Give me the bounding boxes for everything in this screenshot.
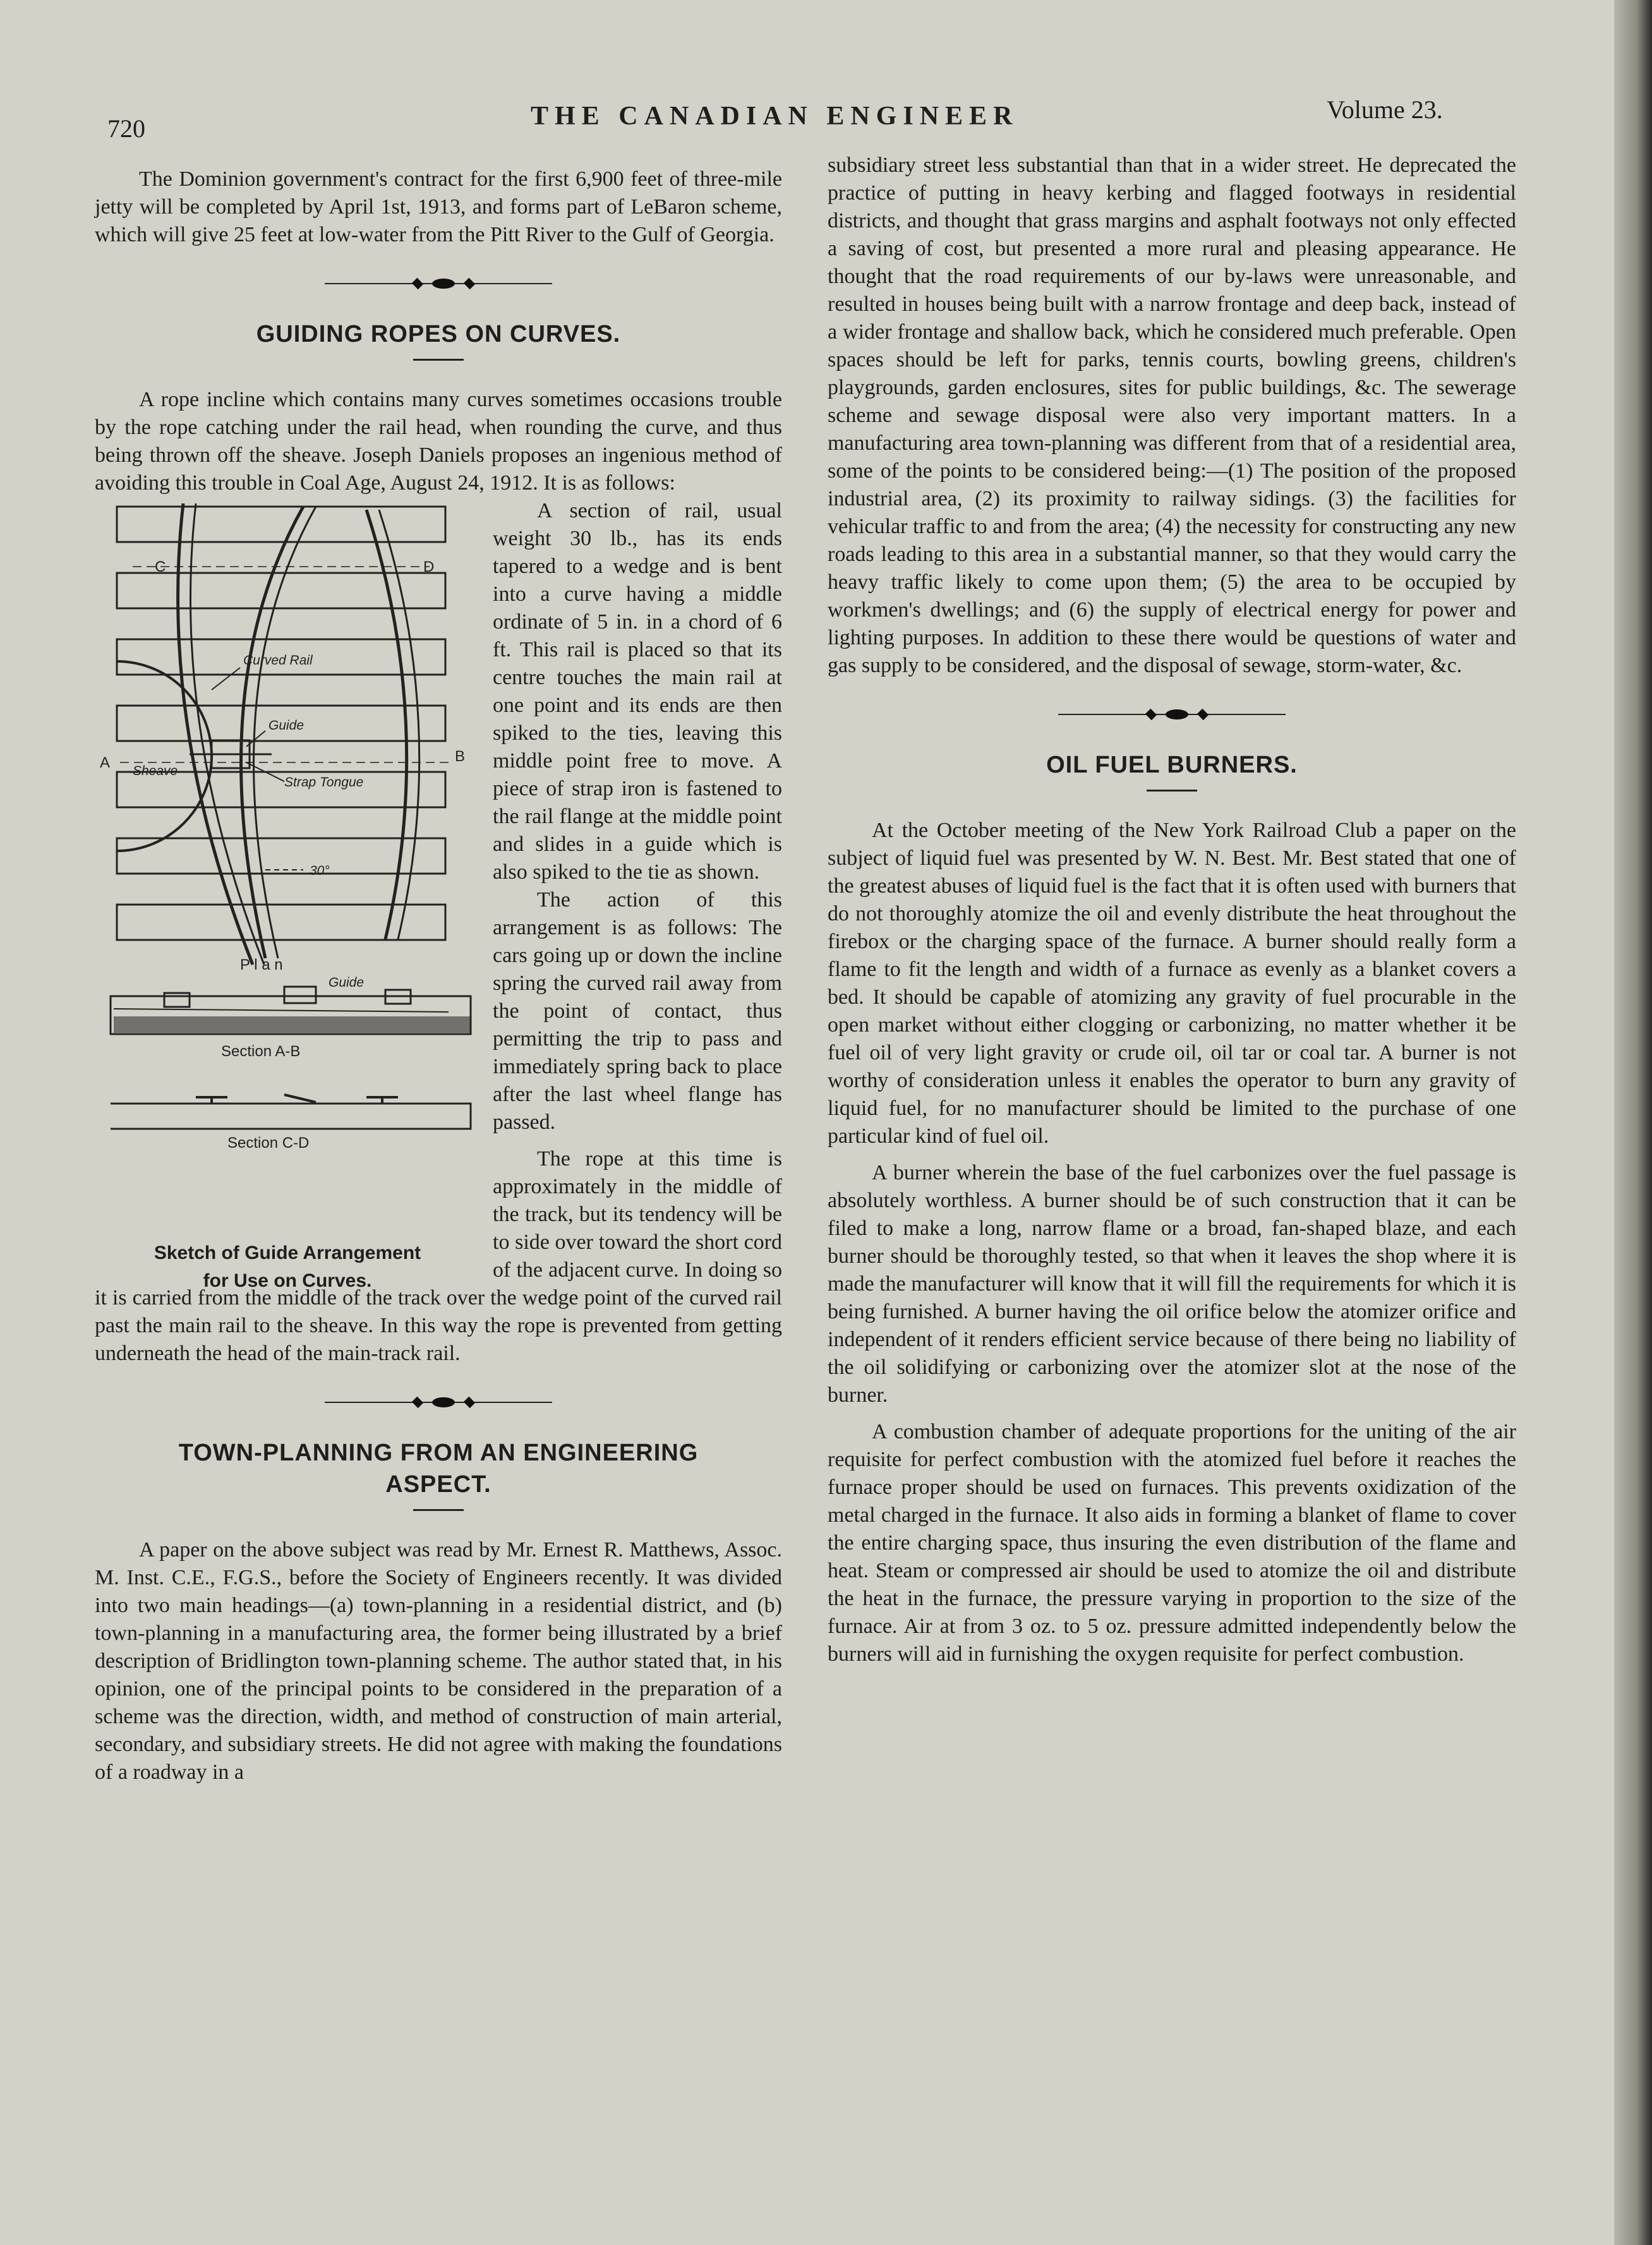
article-title-town-planning [95,1437,782,1500]
guide-arrangement-sketch [95,497,480,1236]
strap-tongue-label: Strap Tongue [284,775,364,790]
oil-fuel-paragraph-3: A combustion chamber of adequate proportions for the uniting of the air requisite for perfect combustion with the atomized fuel before it reaches the furnace proper should be used on furnaces. This prevents oxidization of the metal charged in the furnace. It also aids in forming a blanket of flame to cover the entire charging space, thus insuring the even distribution of the flame and heat. Steam or compressed air should be used to atomize the oil and distribute the heat in the furnace, the pressure varying in proportion to the size of the furnace. Air at from 3 oz. to 5 oz. pressure admitted independently below the burners will aid in furnishing the oxygen requisite for perfect combustion. [828,1420,1516,1666]
article-title-guiding-ropes: GUIDING ROPES ON CURVES. [256,321,621,347]
jetty-paragraph: The Dominion government's contract for the first 6,900 feet of three-mile jetty will be completed by April 1st, 1913, and forms part of LeBaron scheme, which will give 25 feet at low-water from the Pitt River to the Gulf of Georgia. [95,167,782,246]
page-number: 720 [107,114,145,143]
running-head [95,95,1485,145]
figure-caption-line-2: for Use on Curves. [203,1270,372,1291]
sheave-label: Sheave [133,764,178,778]
right-column [828,152,1516,1668]
volume-label: Volume 23. [1327,95,1443,124]
town-planning-title-line-1: TOWN-PLANNING FROM AN ENGINEERING [178,1440,699,1466]
binding-gutter [1614,0,1652,2245]
section-ornament [325,274,552,293]
curved-rail-label: Curved Rail [243,653,313,668]
angle-label: 30° [310,864,330,878]
guiding-ropes-rope: The rope at this time is approximately in the middle of the track, but its tendency will be to side over toward the short cord of the adjacent curve. In doing so it is carried from the middle of the track over the wedge point of the curved rail past the main rail to the sheave. In this way the rope is prevented from getting underneath the head of the main-track rail. [95,1147,782,1365]
section-ab-label: Section A-B [221,1043,301,1060]
guiding-ropes-action: The action of this arrangement is as follows: The cars going up or down the incline spring the curved rail away from the point of contact, thus permitting the trip to pass and immediately spring back to place after the last wheel flange has passed. [493,888,782,1134]
section-ornament [325,1393,552,1412]
point-c-label: C [155,558,166,575]
article-title-oil-fuel: OIL FUEL BURNERS. [1046,752,1298,778]
title-rule [413,1509,464,1511]
section-ornament [1058,705,1286,724]
title-rule [1147,790,1197,791]
journal-title: THE CANADIAN ENGINEER [531,102,1019,131]
town-planning-title-line-2: ASPECT. [385,1471,491,1498]
guide-label: Guide [268,718,304,733]
guiding-ropes-method: A section of rail, usual weight 30 lb., has its ends tapered to a wedge and is bent into a curve having a middle ordinate of 5 in. in a chord of 6 ft. This rail is placed so that its centre touches the main rail at one point and its ends are then spiked to the ties, leaving this middle point free to move. A piece of strap iron is fastened to the rail flange at the middle point and slides in a guide which is also spiked to the tie as shown. [493,499,782,884]
oil-fuel-paragraph-2: A burner wherein the base of the fuel carbonizes over the fuel passage is absolutely worthless. A burner should be of such construction that it can be filed to make a long, narrow flame or a broad, fan-shaped blaze, and each burner should be thoroughly tested, so that when it leaves the shop where it is made the manufacturer will know that it will fill the requirements for which it is being furnished. A burner having the oil orifice below the atomizer orifice and independent of it renders efficient service because of there being no liability of the oil solidifying or carbonizing over the atomizer slot at the nose of the burner. [828,1161,1516,1407]
section-cd-label: Section C-D [227,1135,310,1152]
town-planning-continuation: subsidiary street less substantial than that in a wider street. He deprecated the practice of putting in heavy kerbing and flagged footways in residential districts, and thought that grass margins and asphalt footways not only effected a saving of cost, but presented a more rural and pleasing appearance. He thought that the road requirements of our by-laws were unreasonable, and resulted in houses being built with a narrow frontage and deep back, instead of a wider frontage and shallow back, which he considered much preferable. Open spaces should be left for parks, tennis courts, bowling greens, children's playgrounds, garden enclosures, sites for public buildings, &c. The sewerage scheme and sewage disposal were also very important matters. In a manufacturing area town-planning was different from that of a residential area, some of the points to be considered being:—(1) The position of the proposed industrial area, (2) its proximity to railway sidings. (3) the facilities for vehicular traffic to and from the area; (4) the necessity for constructing any new roads leading to this area in a substantial manner, so that they would carry the heavy traffic likely to come upon them; (5) the area to be occupied by workmen's dwellings; and (6) the supply of electrical energy for power and lighting purposes. In addition to these there would be questions of water and gas supply to be considered, and the disposal of sewage, storm-water, &c. [828,153,1516,677]
title-rule [413,359,464,361]
plan-label: P l a n [240,956,283,973]
guiding-ropes-intro: A rope incline which contains many curves sometimes occasions trouble by the rope catching under the rail head, when rounding the curve, and thus being thrown off the sheave. Joseph Daniels proposes an ingenious method of avoiding this trouble in Coal Age, August 24, 1912. It is as follows: [95,388,782,495]
point-b-label: B [455,748,466,765]
oil-fuel-paragraph-1: At the October meeting of the New York Railroad Club a paper on the subject of liquid fuel was presented by W. N. Best. Mr. Best stated that one of the greatest abuses of liquid fuel is the fact that it is often used with burners that do not thoroughly atomize the oil and evenly distribute the heat throughout the firebox or the charging space of the furnace. A burner should really form a flame to fit the length and width of a furnace as evenly as a blanket covers a bed. It should be capable of atomizing any gravity of fuel procurable in the open market without either clogging or carbonizing, no matter whether it be fuel oil of very light gravity or crude oil, oil tar or coal tar. A burner is not worthy of consideration unless it enables the operator to burn any gravity of liquid fuel, for no manufacturer should be limited to the purchase of one particular kind of fuel oil. [828,819,1516,1148]
section-guide-label: Guide [329,975,365,990]
guide-arrangement-figure [95,497,480,1291]
figure-caption-line-1: Sketch of Guide Arrangement [154,1243,421,1263]
point-a-label: A [100,754,111,771]
left-column [95,166,782,1786]
point-d-label: D [423,558,435,575]
town-planning-paragraph: A paper on the above subject was read by Mr. Ernest R. Matthews, Assoc. M. Inst. C.E., F.G.S., before the Society of Engineers recently. It was divided into two main headings—(a) town-planning in a residential district, and (b) town-planning in a manufacturing area, the former being illustrated by a brief description of Bridlington town-planning scheme. The author stated that, in his opinion, one of the principal points to be considered in the preparation of a scheme was the direction, width, and method of construction of main arterial, secondary, and subsidiary streets. He did not agree with making the foundations of a roadway in a [95,1538,782,1784]
